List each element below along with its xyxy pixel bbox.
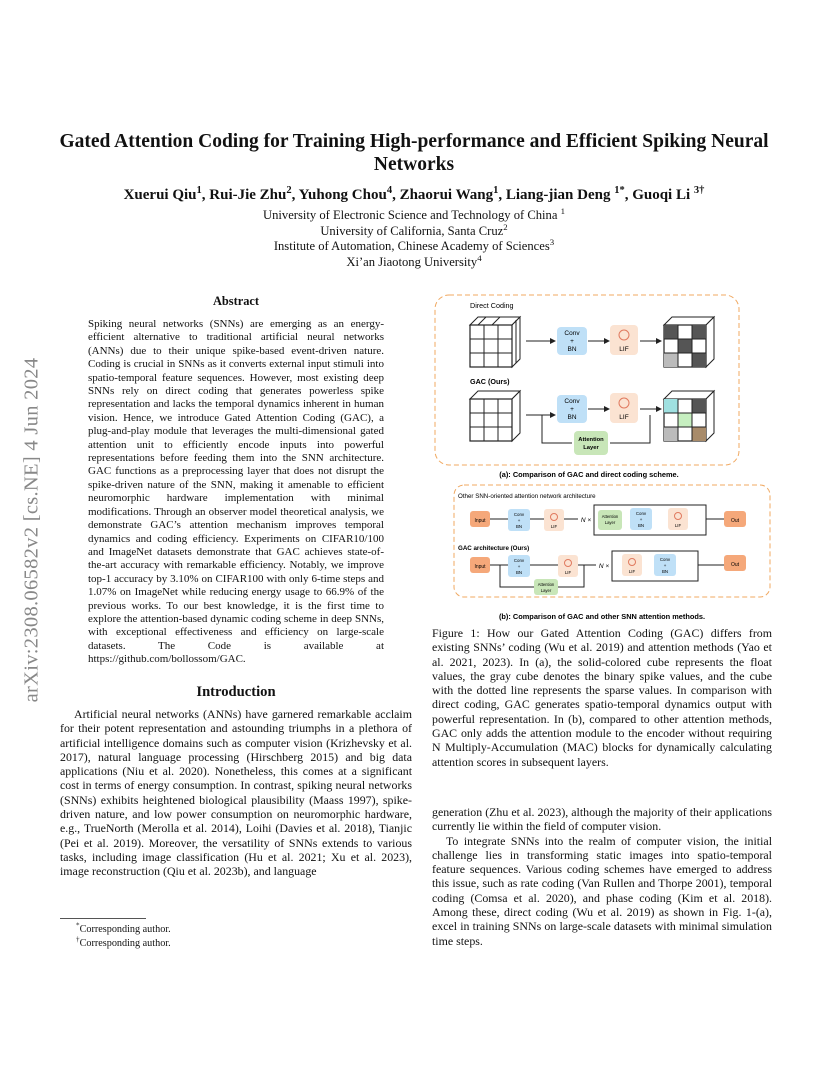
- author-name: Rui-Jie Zhu: [209, 187, 287, 203]
- other-architecture-label: Other SNN-oriented attention network architecture: [458, 493, 596, 500]
- author-affiliation-mark: 1: [493, 185, 499, 196]
- figure-caption: [432, 626, 772, 769]
- input-label: Input: [474, 564, 486, 570]
- conv-label: Conv: [564, 398, 580, 405]
- right-column-text: [432, 805, 772, 948]
- conv-label: Conv: [659, 557, 671, 562]
- bn-label: BN: [515, 570, 523, 575]
- gac-architecture-label: GAC architecture (Ours): [458, 545, 530, 552]
- layer-label: Layer: [604, 520, 616, 525]
- footnote-1: [76, 923, 171, 937]
- conv-label: Conv: [564, 330, 580, 337]
- author-name: Xuerui Qiu: [123, 187, 197, 203]
- plus-label: +: [517, 564, 521, 569]
- footnote-2: [76, 937, 171, 951]
- affiliation: University of California, Santa Cruz$^2$: [320, 221, 508, 238]
- direct-output-cube: [664, 317, 714, 367]
- lif-label: LIF: [550, 524, 558, 529]
- gac-input-cube: [470, 391, 520, 441]
- footnote-mark: †: [76, 935, 80, 944]
- footnote-mark: *: [76, 921, 80, 930]
- author-name: Yuhong Chou: [298, 187, 387, 203]
- bn-label: BN: [515, 524, 523, 529]
- arxiv-stamp: [12, 300, 52, 760]
- affiliation-list: [40, 205, 788, 270]
- paper-title: Gated Attention Coding for Training High-performance and Efficient Spiking Neural Networks: [59, 131, 769, 175]
- direct-input-cube: [470, 317, 520, 367]
- arxiv-stamp-text: arXiv:2308.06582v2 [cs.NE] 4 Jun 2024: [20, 357, 43, 703]
- conv-label: Conv: [513, 512, 525, 517]
- introduction-paragraph: Artificial neural networks (ANNs) have garnered remarkable acclaim for their potent representation and astounding triumphs in a plethora of artificial intelligence domains such as computer vision (Krizhevsky et al. 2017), natural language processing (Hirschberg 2015) and big data applications (Niu et al. 2020). Nonetheless, this comes at a significant cost in terms of energy consumption. In contrast, spiking neural networks (SNNs) exhibits heightened biological plausibility (Maass 1997), spike-driven nature, and low power consumption on neuromorphic hardware, e.g., TrueNorth (Merolla et al. 2014), Loihi (Davies et al. 2018), Tianjic (Pei et al. 2019). Moreover, the versatility of SNNs extends to various tasks, including image classification (Hu et al. 2021; Xu et al. 2023), image reconstruction (Qiu et al. 2023b), and language: [60, 707, 412, 879]
- bn-label: BN: [567, 346, 577, 353]
- bn-label: BN: [567, 414, 577, 421]
- n-times-label: N ×: [580, 517, 592, 524]
- plus-label: +: [639, 517, 643, 522]
- attention-label: Attention: [601, 514, 619, 519]
- right-paragraph-1: generation (Zhu et al. 2023), although the majority of their applications currently lie within the field of computer vision.: [432, 805, 772, 834]
- conv-label: Conv: [513, 558, 525, 563]
- footnote-rule: [60, 918, 146, 919]
- lif-label: LIF: [564, 570, 572, 575]
- direct-coding-label: Direct Coding: [470, 301, 514, 310]
- input-label: Input: [474, 518, 486, 524]
- layer-label: Layer: [583, 445, 599, 451]
- right-paragraph-2: To integrate SNNs into the realm of computer vision, the initial challenge lies in transforming static images into spatio-temporal feature sequences. Various coding schemes have emerged to address this issue, such as rate coding (Van Rullen and Thorpe 2001), temporal coding (Comsa et al. 2020), and phase coding (Kim et al. 2018). Among these, direct coding (Wu et al. 2019) as shown in Fig. 1-(a), excel in training SNNs on large-scale datasets with minimal simulation time steps.: [432, 833, 772, 948]
- layer-label: Layer: [540, 588, 552, 593]
- introduction-body: [60, 707, 412, 879]
- footnotes: [76, 923, 171, 950]
- out-label: Out: [730, 562, 740, 568]
- affiliation: University of Electronic Science and Technology of China $^1$: [263, 205, 565, 222]
- plus-label: +: [570, 338, 574, 345]
- author-name: Liang-jian Deng: [505, 187, 615, 203]
- author-affiliation-mark: 2: [286, 185, 292, 196]
- footnote-text: Corresponding author.: [79, 924, 171, 935]
- plus-label: +: [570, 406, 574, 413]
- introduction-heading: Introduction: [196, 684, 276, 700]
- author-name: Guoqi Li: [632, 187, 694, 203]
- plus-label: +: [517, 518, 521, 523]
- panel-b-caption: (b): Comparison of GAC and other SNN attention methods.: [498, 612, 706, 621]
- abstract-text: Spiking neural networks (SNNs) are emerging as an energy-efficient alternative to traditional artificial neural networks (ANNs) due to their unique spike-based event-driven nature. Coding is crucial in SNNs as it converts external input stimuli into spatio-temporal feature sequences. However, most existing deep SNNs rely on direct coding that generates powerless spike representation and lacks the temporal dynamics inherent in human vision. Hence, we introduce Gated Attention Coding (GAC), a plug-and-play module that leverages the multi-dimensional gated attention unit to efficiently encode inputs into powerful representations before feeding them into the SNN architecture. GAC functions as a preprocessing layer that does not disrupt the spike-driven nature of the SNN, making it amenable to efficient neuromorphic hardware implementation with minimal modifications. Through an observer model theoretical analysis, we demonstrate GAC’s attention mechanism improves temporal dynamics and coding efficiency. Experiments on CIFAR10/100 and ImageNet datasets demonstrate that GAC achieves state-of-the-art accuracy with remarkable efficiency. Notably, we improve top-1 accuracy by 3.10% on CIFAR100 with only 6-time steps and 1.07% on ImageNet while reducing energy usage to 66.9% of the previous works. To our best knowledge, it is the first time to explore the attention-based dynamic coding scheme in deep SNNs, with exceptional effectiveness and efficiency on large-scale datasets. The Code is available at https://github.com/bollossom/GAC.: [88, 318, 384, 666]
- bn-label: BN: [661, 569, 669, 574]
- affiliation: Institute of Automation, Chinese Academy of Sciences$^3$: [273, 236, 555, 253]
- author-affiliation-mark: 1*: [614, 185, 625, 196]
- lif-label: LIF: [674, 523, 682, 528]
- lif-label: LIF: [628, 569, 636, 574]
- out-label: Out: [730, 518, 740, 524]
- abstract-heading: Abstract: [212, 294, 260, 308]
- conv-label: Conv: [635, 511, 647, 516]
- author-name: Zhaorui Wang: [399, 187, 494, 203]
- abstract-body: [88, 318, 384, 667]
- lif-label: LIF: [619, 414, 629, 421]
- gac-output-cube: [664, 391, 714, 441]
- attention-label: Attention: [537, 582, 555, 587]
- figure-1: [432, 291, 774, 621]
- lif-label: LIF: [619, 346, 629, 353]
- figure-caption-text: Figure 1: How our Gated Attention Coding (GAC) differs from existing SNNs’ coding (Wu et al. 2019) and attention methods (Yao et al. 2021, 2023). In (a), the solid-colored cube represents the float values, the gray cube denotes the binary spike values, and the cube with the dotted line represents the sparse values. In comparison with direct coding, GAC generates spatio-temporal dynamics output with powerful representation. In (b), compared to other attention methods, GAC only adds the attention module to the encoder without requiring N Multiply-Accumulation (MAC) blocks for dynamically calculating attention scores in subsequent layers.: [432, 626, 772, 769]
- author-affiliation-mark: 4: [386, 185, 393, 196]
- footnote-text: Corresponding author.: [79, 937, 171, 949]
- attention-layer-box: [574, 431, 608, 455]
- attention-label: Attention: [578, 437, 604, 443]
- bn-label: BN: [637, 523, 645, 528]
- author-affiliation-mark: 1: [196, 185, 202, 196]
- gac-ours-label: GAC (Ours): [470, 377, 510, 386]
- n-times-label: N ×: [598, 563, 610, 570]
- affiliation: Xi’an Jiaotong University$^4$: [346, 252, 482, 269]
- author-list: Xuerui Qiu$^1$, Rui-Jie Zhu$^2$, Yuhong Chou$^4$, Zhaorui Wang$^1$, Liang-jian Deng $^{1*}$, Guoqi Li $^{3\dagger}$: [123, 185, 705, 203]
- plus-label: +: [663, 563, 667, 568]
- author-affiliation-mark: 3†: [693, 185, 705, 196]
- panel-a-caption: (a): Comparison of GAC and direct coding scheme.: [499, 470, 679, 479]
